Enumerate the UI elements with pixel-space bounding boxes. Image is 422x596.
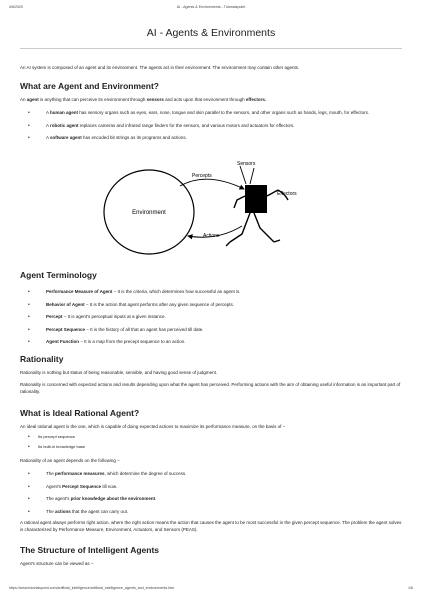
- list-item: • A robotic agent replaces cameras and infrared range finders for the sensors, and various motors and actuators for effectors.: [20, 123, 402, 130]
- heading-agent-terminology: Agent Terminology: [20, 270, 97, 280]
- list-item: • Agent Function − It is a map from the precept sequence to an action.: [20, 339, 402, 346]
- agent-types-list: [20, 110, 402, 148]
- actions-label: Actions: [203, 233, 220, 239]
- rationality-paragraph-2: Rationality is concerned with expected actions and results depending upon what the agent has perceived. Performing actions with the aim of obtaining useful information is an important part of rationality.: [20, 382, 401, 394]
- sensors-label: Sensors: [237, 161, 256, 167]
- print-date: 4/8/2020: [9, 5, 23, 9]
- structure-paragraph: Agent's structure can be viewed as −: [20, 561, 94, 566]
- print-footer: [9, 586, 413, 590]
- percepts-label: Percepts: [192, 173, 212, 179]
- agent-environment-diagram: [102, 156, 312, 264]
- terminology-list: [20, 289, 402, 352]
- rationality-paragraph-1: Rationality is nothing but status of being reasonable, sensible, and having good sense of judgment.: [20, 370, 218, 375]
- list-item: • Behavior of Agent − It is the action that agent performs after any given sequence of percepts.: [20, 302, 402, 309]
- title-divider: [20, 48, 402, 49]
- ideal-basis-list: [20, 434, 402, 453]
- print-title: AI - Agents & Environments - Tutorialspoint: [176, 5, 246, 9]
- ideal-paragraph-3: A rational agent always performs right action, where the right action means the action that causes the agent to be most successful in the given percept sequence. The problem the agent solves is characterized by Performance Measure, Environment, Actuators, and Sensors (PEAS).: [20, 520, 402, 532]
- rationality-factors-list: [20, 471, 402, 521]
- percepts-arrow: [180, 179, 244, 189]
- list-item: • Its built-in knowledge base: [20, 444, 402, 451]
- list-item: • The performance measures, which determine the degree of success.: [20, 471, 402, 478]
- list-item: • Performance Measure of Agent − It is the criteria, which determines how successful an agent is.: [20, 289, 402, 296]
- ideal-paragraph-2: Rationality of an agent depends on the following −: [20, 458, 120, 463]
- list-item: • Its percept sequence: [20, 434, 402, 441]
- list-item: • Percept Sequence − It is the history of all that an agent has perceived till date.: [20, 327, 402, 334]
- agent-definition: An agent is anything that can perceive its environment through sensors and acts upon that environment through effectors.: [20, 97, 267, 102]
- print-url: https://www.tutorialspoint.com/artificial_intelligence/artificial_intelligence_agents_and_environments.htm: [9, 586, 175, 590]
- list-item: • The actions that the agent can carry out.: [20, 509, 402, 516]
- heading-structure-intelligent-agents: The Structure of Intelligent Agents: [20, 545, 159, 555]
- list-item: • Percept − It is agent's perceptual inputs at a given instance.: [20, 314, 402, 321]
- heading-rationality: Rationality: [20, 354, 64, 364]
- list-item: • A human agent has sensory organs such as eyes, ears, nose, tongue and skin parallel to the sensors, and other organs such as hands, legs, mouth, for effectors.: [20, 110, 402, 117]
- heading-agent-environment: What are Agent and Environment?: [20, 81, 160, 91]
- page-title: AI - Agents & Environments: [146, 27, 276, 39]
- print-header: [9, 5, 413, 9]
- list-item: • A software agent has encoded bit strings as its programs and actions.: [20, 135, 402, 142]
- list-item: • The agent's prior knowledge about the environment.: [20, 496, 402, 503]
- list-item: • Agent's Percept Sequence till now.: [20, 484, 402, 491]
- ideal-paragraph-1: An ideal rational agent is the one, which is capable of doing expected actions to maximize its performance measure, on the basis of −: [20, 424, 286, 429]
- effectors-label: Effectors: [277, 191, 297, 197]
- heading-ideal-rational-agent: What is Ideal Rational Agent?: [20, 408, 140, 418]
- print-page-number: 1/6: [408, 586, 413, 590]
- agent-figure: [226, 166, 288, 246]
- environment-label: Environment: [132, 210, 166, 216]
- intro-paragraph: An AI system is composed of an agent and its environment. The agents act in their environment. The environment may contain other agents.: [20, 65, 300, 70]
